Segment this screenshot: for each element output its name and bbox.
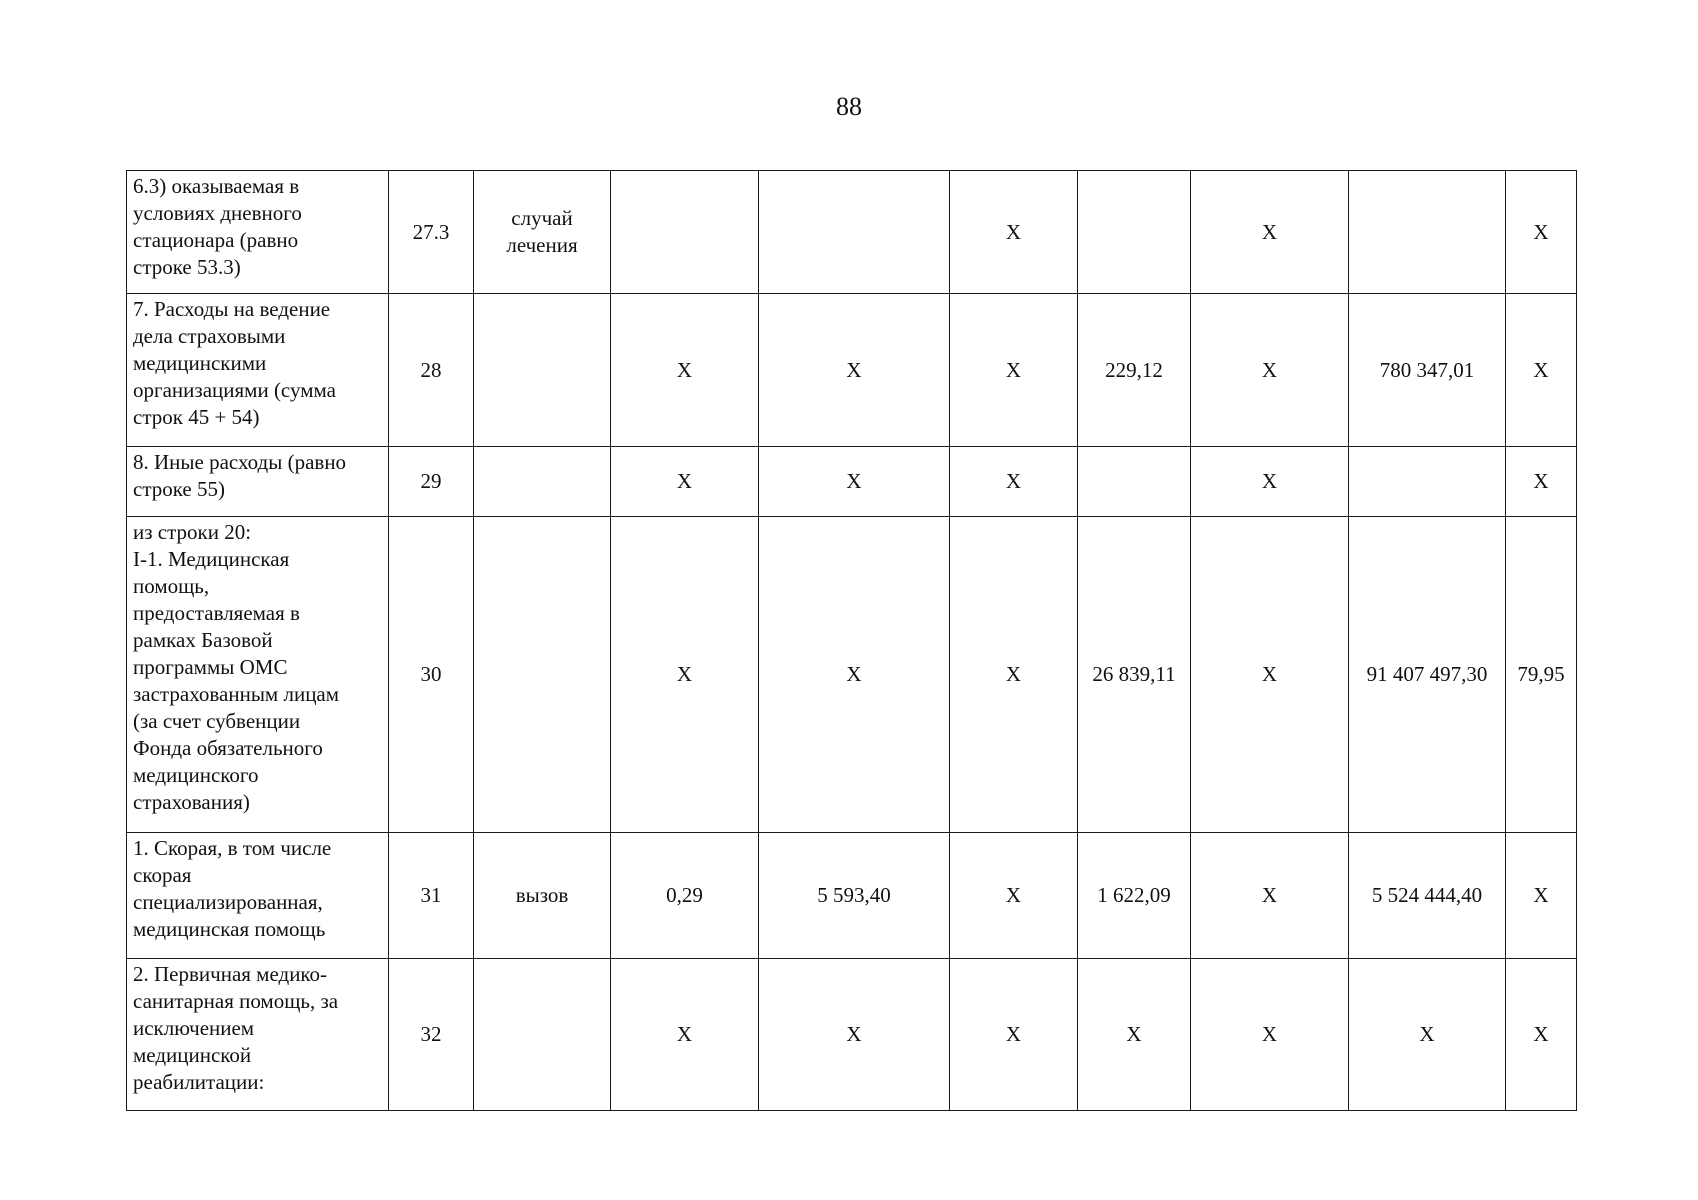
value-cell: X <box>950 171 1078 294</box>
value-cell: X <box>1506 447 1577 517</box>
row-name-cell <box>127 171 389 294</box>
row-name-cell <box>127 833 389 959</box>
value-cell: 91 407 497,30 <box>1349 517 1506 833</box>
value-cell <box>759 171 950 294</box>
value-cell <box>611 171 759 294</box>
table-row <box>127 517 1577 833</box>
line-number-cell: 29 <box>389 447 474 517</box>
value-cell: X <box>611 294 759 447</box>
row-name-cell <box>127 294 389 447</box>
row-name: 2. Первичная медико- санитарная помощь, за исключением медицинской реабилитации: <box>133 962 339 1094</box>
row-name: 7. Расходы на ведение дела страховыми медицинскими организациями (сумма строк 45 + 54) <box>133 297 336 429</box>
row-name-cell <box>127 959 389 1111</box>
value-cell: X <box>611 959 759 1111</box>
unit-cell <box>474 517 611 833</box>
value-cell: 79,95 <box>1506 517 1577 833</box>
value-cell: X <box>1191 294 1349 447</box>
value-cell: X <box>611 517 759 833</box>
value-cell: 780 347,01 <box>1349 294 1506 447</box>
line-number-cell: 31 <box>389 833 474 959</box>
unit-cell <box>474 833 611 959</box>
row-name: из строки 20: I-1. Медицинская помощь, предоставляемая в рамках Базовой программы ОМС застрахованным лицам (за счет субвенции Фонда обязательного медицинского страхования) <box>133 520 340 814</box>
value-cell: 229,12 <box>1078 294 1191 447</box>
value-cell: X <box>1191 959 1349 1111</box>
value-cell: X <box>1191 517 1349 833</box>
unit-text: случай лечения <box>506 206 578 257</box>
value-cell: X <box>759 294 950 447</box>
value-cell: X <box>759 959 950 1111</box>
value-cell: 26 839,11 <box>1078 517 1191 833</box>
value-cell: 5 593,40 <box>759 833 950 959</box>
unit-cell <box>474 171 611 294</box>
table-row <box>127 959 1577 1111</box>
value-cell <box>1349 447 1506 517</box>
value-cell: X <box>950 517 1078 833</box>
unit-cell <box>474 959 611 1111</box>
page-number: 88 <box>836 92 862 121</box>
row-name: 8. Иные расходы (равно строке 55) <box>133 450 347 501</box>
row-name-cell <box>127 517 389 833</box>
value-cell: X <box>1349 959 1506 1111</box>
value-cell: 1 622,09 <box>1078 833 1191 959</box>
table-row <box>127 171 1577 294</box>
data-table <box>126 170 1577 1111</box>
value-cell <box>1078 447 1191 517</box>
row-name: 6.3) оказываемая в условиях дневного стационара (равно строке 53.3) <box>133 174 302 279</box>
row-name: 1. Скорая, в том числе скорая специализированная, медицинская помощь <box>133 836 332 941</box>
value-cell: X <box>950 959 1078 1111</box>
unit-cell <box>474 447 611 517</box>
value-cell: X <box>611 447 759 517</box>
table-row <box>127 447 1577 517</box>
value-cell: X <box>950 833 1078 959</box>
value-cell <box>1078 171 1191 294</box>
line-number-cell: 32 <box>389 959 474 1111</box>
line-number-cell: 27.3 <box>389 171 474 294</box>
value-cell: X <box>759 517 950 833</box>
value-cell: 5 524 444,40 <box>1349 833 1506 959</box>
value-cell: X <box>1506 833 1577 959</box>
value-cell: X <box>759 447 950 517</box>
value-cell: X <box>1078 959 1191 1111</box>
line-number-cell: 28 <box>389 294 474 447</box>
value-cell: X <box>1506 959 1577 1111</box>
unit-cell <box>474 294 611 447</box>
value-cell <box>1349 171 1506 294</box>
value-cell: 0,29 <box>611 833 759 959</box>
value-cell: X <box>1191 171 1349 294</box>
value-cell: X <box>950 447 1078 517</box>
value-cell: X <box>1191 833 1349 959</box>
table-row <box>127 294 1577 447</box>
value-cell: X <box>1506 171 1577 294</box>
value-cell: X <box>950 294 1078 447</box>
value-cell: X <box>1506 294 1577 447</box>
value-cell: X <box>1191 447 1349 517</box>
row-name-cell <box>127 447 389 517</box>
line-number-cell: 30 <box>389 517 474 833</box>
unit-text: вызов <box>515 883 569 907</box>
table-row <box>127 833 1577 959</box>
